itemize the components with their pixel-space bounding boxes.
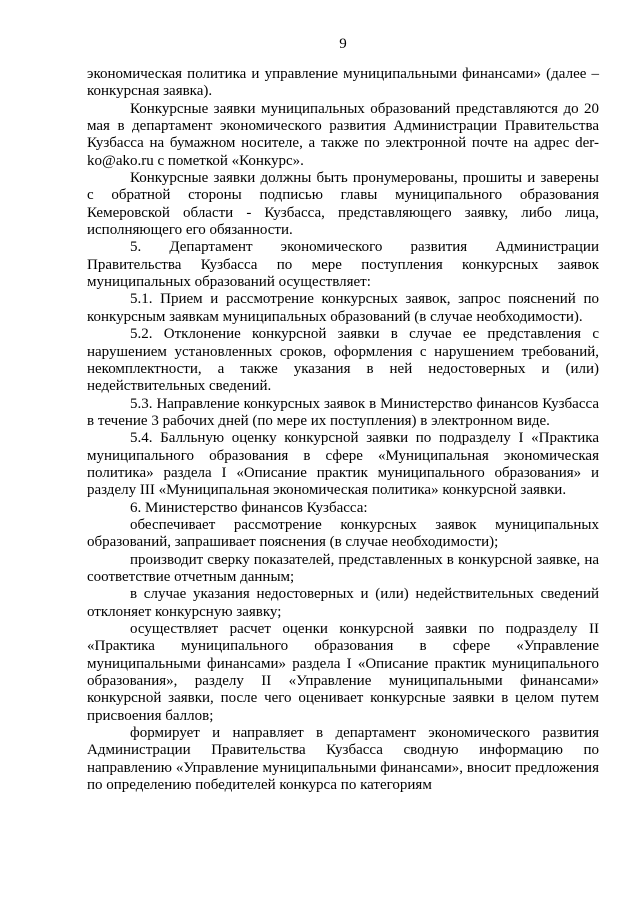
paragraph-item-5-1: 5.1. Прием и рассмотрение конкурсных заявок, запрос пояснений по конкурсным заявкам муниципальных образований (в случае необходимости). [87,291,599,325]
paragraph-item-5-3: 5.3. Направление конкурсных заявок в Министерство финансов Кузбасса в течение 3 рабочих дней (по мере их поступления) в электронном виде. [87,395,599,429]
paragraph-submission-deadline: Конкурсные заявки муниципальных образований представляются до 20 мая в департамент экономического развития Администрации Правительства Кузбасса на бумажном носителе, а также по электронной почте на адрес der-ko@ako.ru с пометкой «Конкурс». [87,100,599,169]
paragraph-duty-reconcile: производит сверку показателей, представленных в конкурсной заявке, на соответствие отчетным данным; [87,551,599,585]
paragraph-item-5-4: 5.4. Балльную оценку конкурсной заявки по подразделу I «Практика муниципального образования в сфере «Муниципальная экономическая политика» раздела I «Описание практик муниципального образования» и разделу III «Муниципальная экономическая политика» конкурсной заявки. [87,430,599,499]
paragraph-duty-proposals: формирует и направляет в департамент экономического развития Администрации Правительства Кузбасса сводную информацию по направлению «Управление муниципальными финансами», вносит предложения по определению победителей конкурса по категориям [87,725,599,794]
page-number: 9 [339,36,347,52]
paragraph-duty-reject: в случае указания недостоверных и (или) недействительных сведений отклоняет конкурсную заявку; [87,586,599,620]
paragraph-duty-scoring: осуществляет расчет оценки конкурсной заявки по подразделу II «Практика муниципального образования в сфере «Управление муниципальными финансами» раздела I «Описание практик муниципального образования», разделу II «Управление муниципальными финансами» конкурсной заявки, после чего оценивает конкурсные заявки в целом путем присвоения баллов; [87,621,599,724]
document-body [87,66,599,794]
paragraph-section-5: 5. Департамент экономического развития Администрации Правительства Кузбасса по мере поступления конкурсных заявок муниципальных образований осуществляет: [87,239,599,291]
paragraph-item-5-2: 5.2. Отклонение конкурсной заявки в случае ее представления с нарушением установленных сроков, оформления с нарушением требований, некомплектности, а также указания в ней недостоверных и (или) недействительных сведений. [87,326,599,395]
paragraph-application-format: Конкурсные заявки должны быть пронумерованы, прошиты и заверены с обратной стороны подписью главы муниципального образования Кемеровской области - Кузбасса, представляющего заявку, либо лица, исполняющего его обязанности. [87,170,599,239]
paragraph-duty-review: обеспечивает рассмотрение конкурсных заявок муниципальных образований, запрашивает пояснения (в случае необходимости); [87,516,599,551]
paragraph-section-6: 6. Министерство финансов Кузбасса: [130,499,368,516]
paragraph-continuation: экономическая политика и управление муниципальными финансами» (далее – конкурсная заявка). [87,66,599,100]
